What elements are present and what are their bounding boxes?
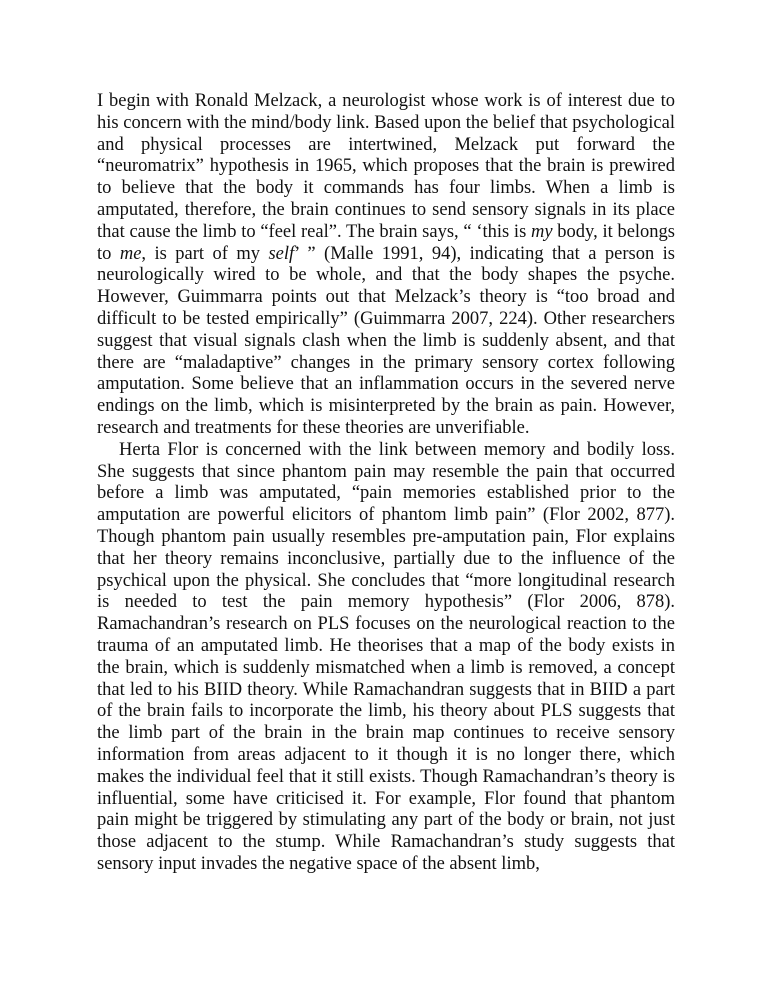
italic-text-segment: my	[531, 221, 553, 242]
text-segment: Herta Flor is concerned with the link between memory and bodily loss. She suggests that since phantom pain may resemble the pain that occurred before a limb was amputated, “pain memories established prior to the amputation are powerful elicitors of phantom limb pain” (Flor 2002, 877). Though phantom pain usually resembles pre-amputation pain, Flor explains that her theory remains inconclusive, partially due to the influence of the psychical upon the physical. She concludes that “more longitudinal research is needed to test the pain memory hypothesis” (Flor 2006, 878). Ramachandran’s research on PLS focuses on the neurological reaction to the trauma of an amputated limb. He theorises that a map of the body exists in the brain, which is suddenly mismatched when a limb is removed, a concept that led to his BIID theory. While Ramachandran suggests that in BIID a part of the brain fails to incorporate the limb, his theory about PLS suggests that the limb part of the brain in the brain map continues to receive sensory information from areas adjacent to it though it is no longer there, which makes the individual feel that it still exists. Though Ramachandran’s theory is influential, some have criticised it. For example, Flor found that phantom pain might be triggered by stimulating any part of the body or brain, not just those adjacent to the stump. While Ramachandran’s study suggests that sensory input invades the negative space of the absent limb,	[97, 439, 675, 874]
text-segment: body, it belongs to	[97, 221, 675, 264]
italic-text-segment: self	[268, 243, 295, 264]
text-segment: , is part of my	[141, 243, 269, 264]
paragraph-flor-ramachandran	[97, 440, 675, 876]
document-page	[97, 91, 675, 876]
paragraph-melzack	[97, 91, 675, 440]
italic-text-segment: me	[119, 243, 142, 264]
text-segment: ’ ” (Malle 1991, 94), indicating that a person is neurologically wired to be whole, and that the body shapes the psyche. However, Guimmarra points out that Melzack’s theory is “too broad and difficult to be tested empirically” (Guimmarra 2007, 224). Other researchers suggest that visual signals clash when the limb is suddenly absent, and that there are “maladaptive” changes in the primary sensory cortex following amputation. Some believe that an inflammation occurs in the severed nerve endings on the limb, which is misinterpreted by the brain as pain. However, research and treatments for these theories are unverifiable.	[97, 243, 676, 438]
text-segment: I begin with Ronald Melzack, a neurologist whose work is of interest due to his concern with the mind/body link. Based upon the belief that psychological and physical processes are intertwined, Melzack put forward the “neuromatrix” hypothesis in 1965, which proposes that the brain is prewired to believe that the body it commands has four limbs. When a limb is amputated, therefore, the brain continues to send sensory signals in its place that cause the limb to “feel real”. The brain says, “ ‘this is	[97, 91, 675, 242]
